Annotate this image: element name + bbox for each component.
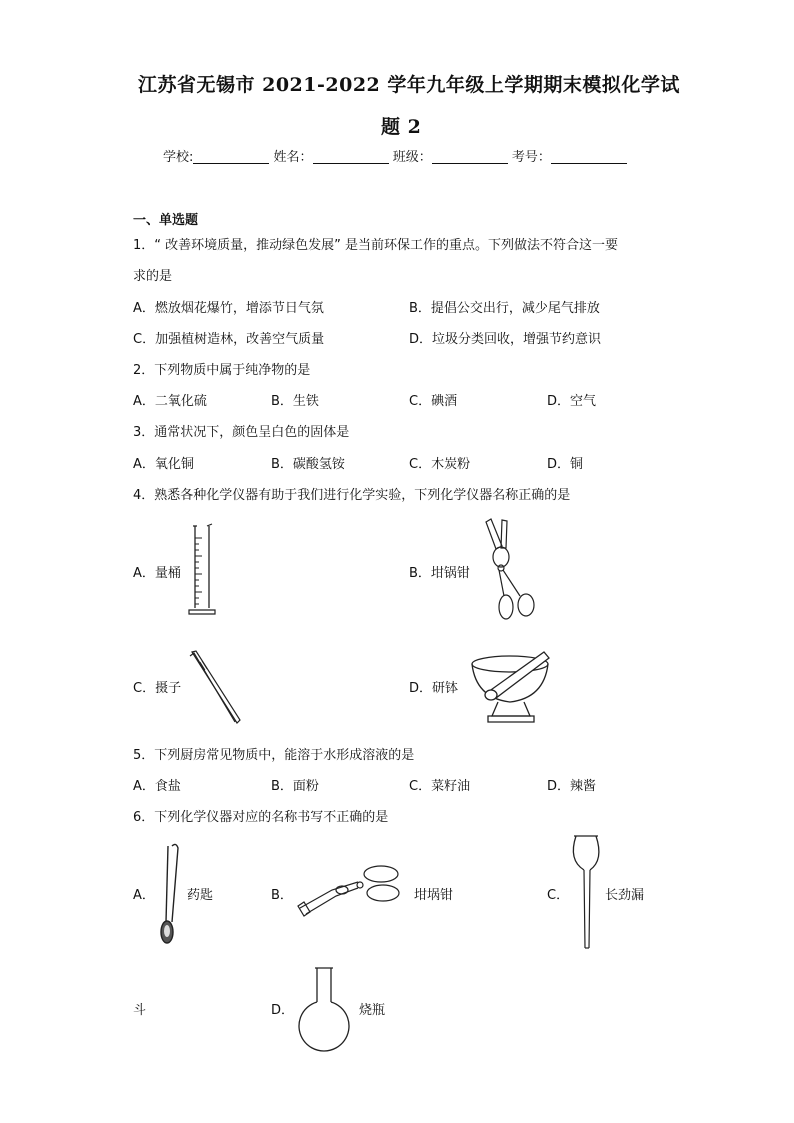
option-name: 坩锅钳: [430, 566, 470, 581]
medicine-spoon-icon: [156, 842, 182, 946]
mortar-and-pestle-icon: [470, 648, 554, 726]
option-name: 摄子: [155, 681, 182, 696]
q1-option-b: B．提倡公交出行，减少尾气排放: [409, 301, 600, 316]
q3-option-a: A．氧化铜: [133, 457, 194, 472]
q3-option-b: B．碳酸氢铵: [271, 457, 345, 472]
q1-option-a: A．燃放烟花爆竹，增添节日气氛: [133, 301, 324, 316]
option-name: 量桶: [154, 566, 181, 581]
graduated-cylinder-icon: [185, 524, 219, 616]
q4-option-a: [133, 562, 181, 581]
q2-option-a: A．二氧化硫: [133, 394, 207, 409]
student-info-line: [163, 146, 627, 165]
q3-option-d: D．铜: [547, 457, 584, 472]
q3-option-c: C．木炭粉: [409, 457, 471, 472]
doc-title-line1: 江苏省无锡市 2021-2022 学年九年级上学期期末模拟化学试: [138, 74, 680, 96]
name-label: 姓名：: [273, 150, 313, 165]
long-neck-funnel-icon: [570, 830, 602, 952]
school-blank[interactable]: [193, 149, 269, 164]
q5-option-d: D．辣酱: [547, 779, 597, 794]
q1-stem-line1: 1．“ 改善环境质量，推动绿色发展” 是当前环保工作的重点。下列做法不符合这一要: [133, 238, 619, 253]
option-letter: A．: [133, 566, 155, 581]
q6-option-c-letter: C．: [547, 888, 570, 903]
q6-option-d-name: 烧瓶: [359, 1003, 386, 1018]
q1-stem-line2: 求的是: [133, 269, 173, 284]
q5-option-c: C．菜籽油: [409, 779, 471, 794]
q6-option-b-letter: B．: [271, 888, 293, 903]
option-name: 研钵: [432, 681, 459, 696]
q5-option-a: A．食盐: [133, 779, 181, 794]
option-letter: C．: [133, 681, 156, 696]
q6-option-c-name-wrap: 斗: [133, 1003, 147, 1018]
q6-option-c-name: 长劲漏: [605, 888, 645, 903]
q5-stem: 5．下列厨房常见物质中，能溶于水形成溶液的是: [133, 748, 415, 763]
q4-stem: 4．熟悉各种化学仪器有助于我们进行化学实验，下列化学仪器名称正确的是: [133, 488, 571, 503]
q1-option-c: C．加强植树造林，改善空气质量: [133, 332, 325, 347]
q2-option-b: B．生铁: [271, 394, 319, 409]
q5-option-b: B．面粉: [271, 779, 319, 794]
crucible-tongs-icon: [482, 518, 540, 622]
crucible-tongs-icon: [296, 862, 402, 920]
number-blank[interactable]: [551, 149, 627, 164]
q4-option-b: [409, 562, 470, 581]
class-blank[interactable]: [432, 149, 508, 164]
q4-option-d: [409, 677, 458, 696]
q3-stem: 3．通常状况下，颜色呈白色的固体是: [133, 425, 350, 440]
q2-stem: 2．下列物质中属于纯净物的是: [133, 363, 311, 378]
option-letter: B．: [409, 566, 431, 581]
round-bottom-flask-icon: [297, 966, 351, 1052]
q6-stem: 6．下列化学仪器对应的名称书写不正确的是: [133, 810, 389, 825]
q1-option-d: D．垃圾分类回收，增强节约意识: [409, 332, 602, 347]
q6-option-a-letter: A．: [133, 888, 155, 903]
q6-option-a-name: 药匙: [187, 888, 214, 903]
number-label: 考号：: [511, 150, 551, 165]
school-label: 学校:: [163, 150, 194, 165]
tweezers-icon: [188, 650, 244, 724]
class-label: 班级：: [392, 150, 432, 165]
q2-option-c: C．碘酒: [409, 394, 458, 409]
option-letter: D．: [409, 681, 433, 696]
doc-title-line2: 题 2: [381, 116, 422, 138]
q6-option-d-letter: D．: [271, 1003, 295, 1018]
q2-option-d: D．空气: [547, 394, 597, 409]
q6-option-b-name: 坩埚钳: [414, 888, 454, 903]
name-blank[interactable]: [313, 149, 389, 164]
q4-option-c: [133, 677, 181, 696]
section-heading: 一、单选题: [133, 213, 199, 228]
